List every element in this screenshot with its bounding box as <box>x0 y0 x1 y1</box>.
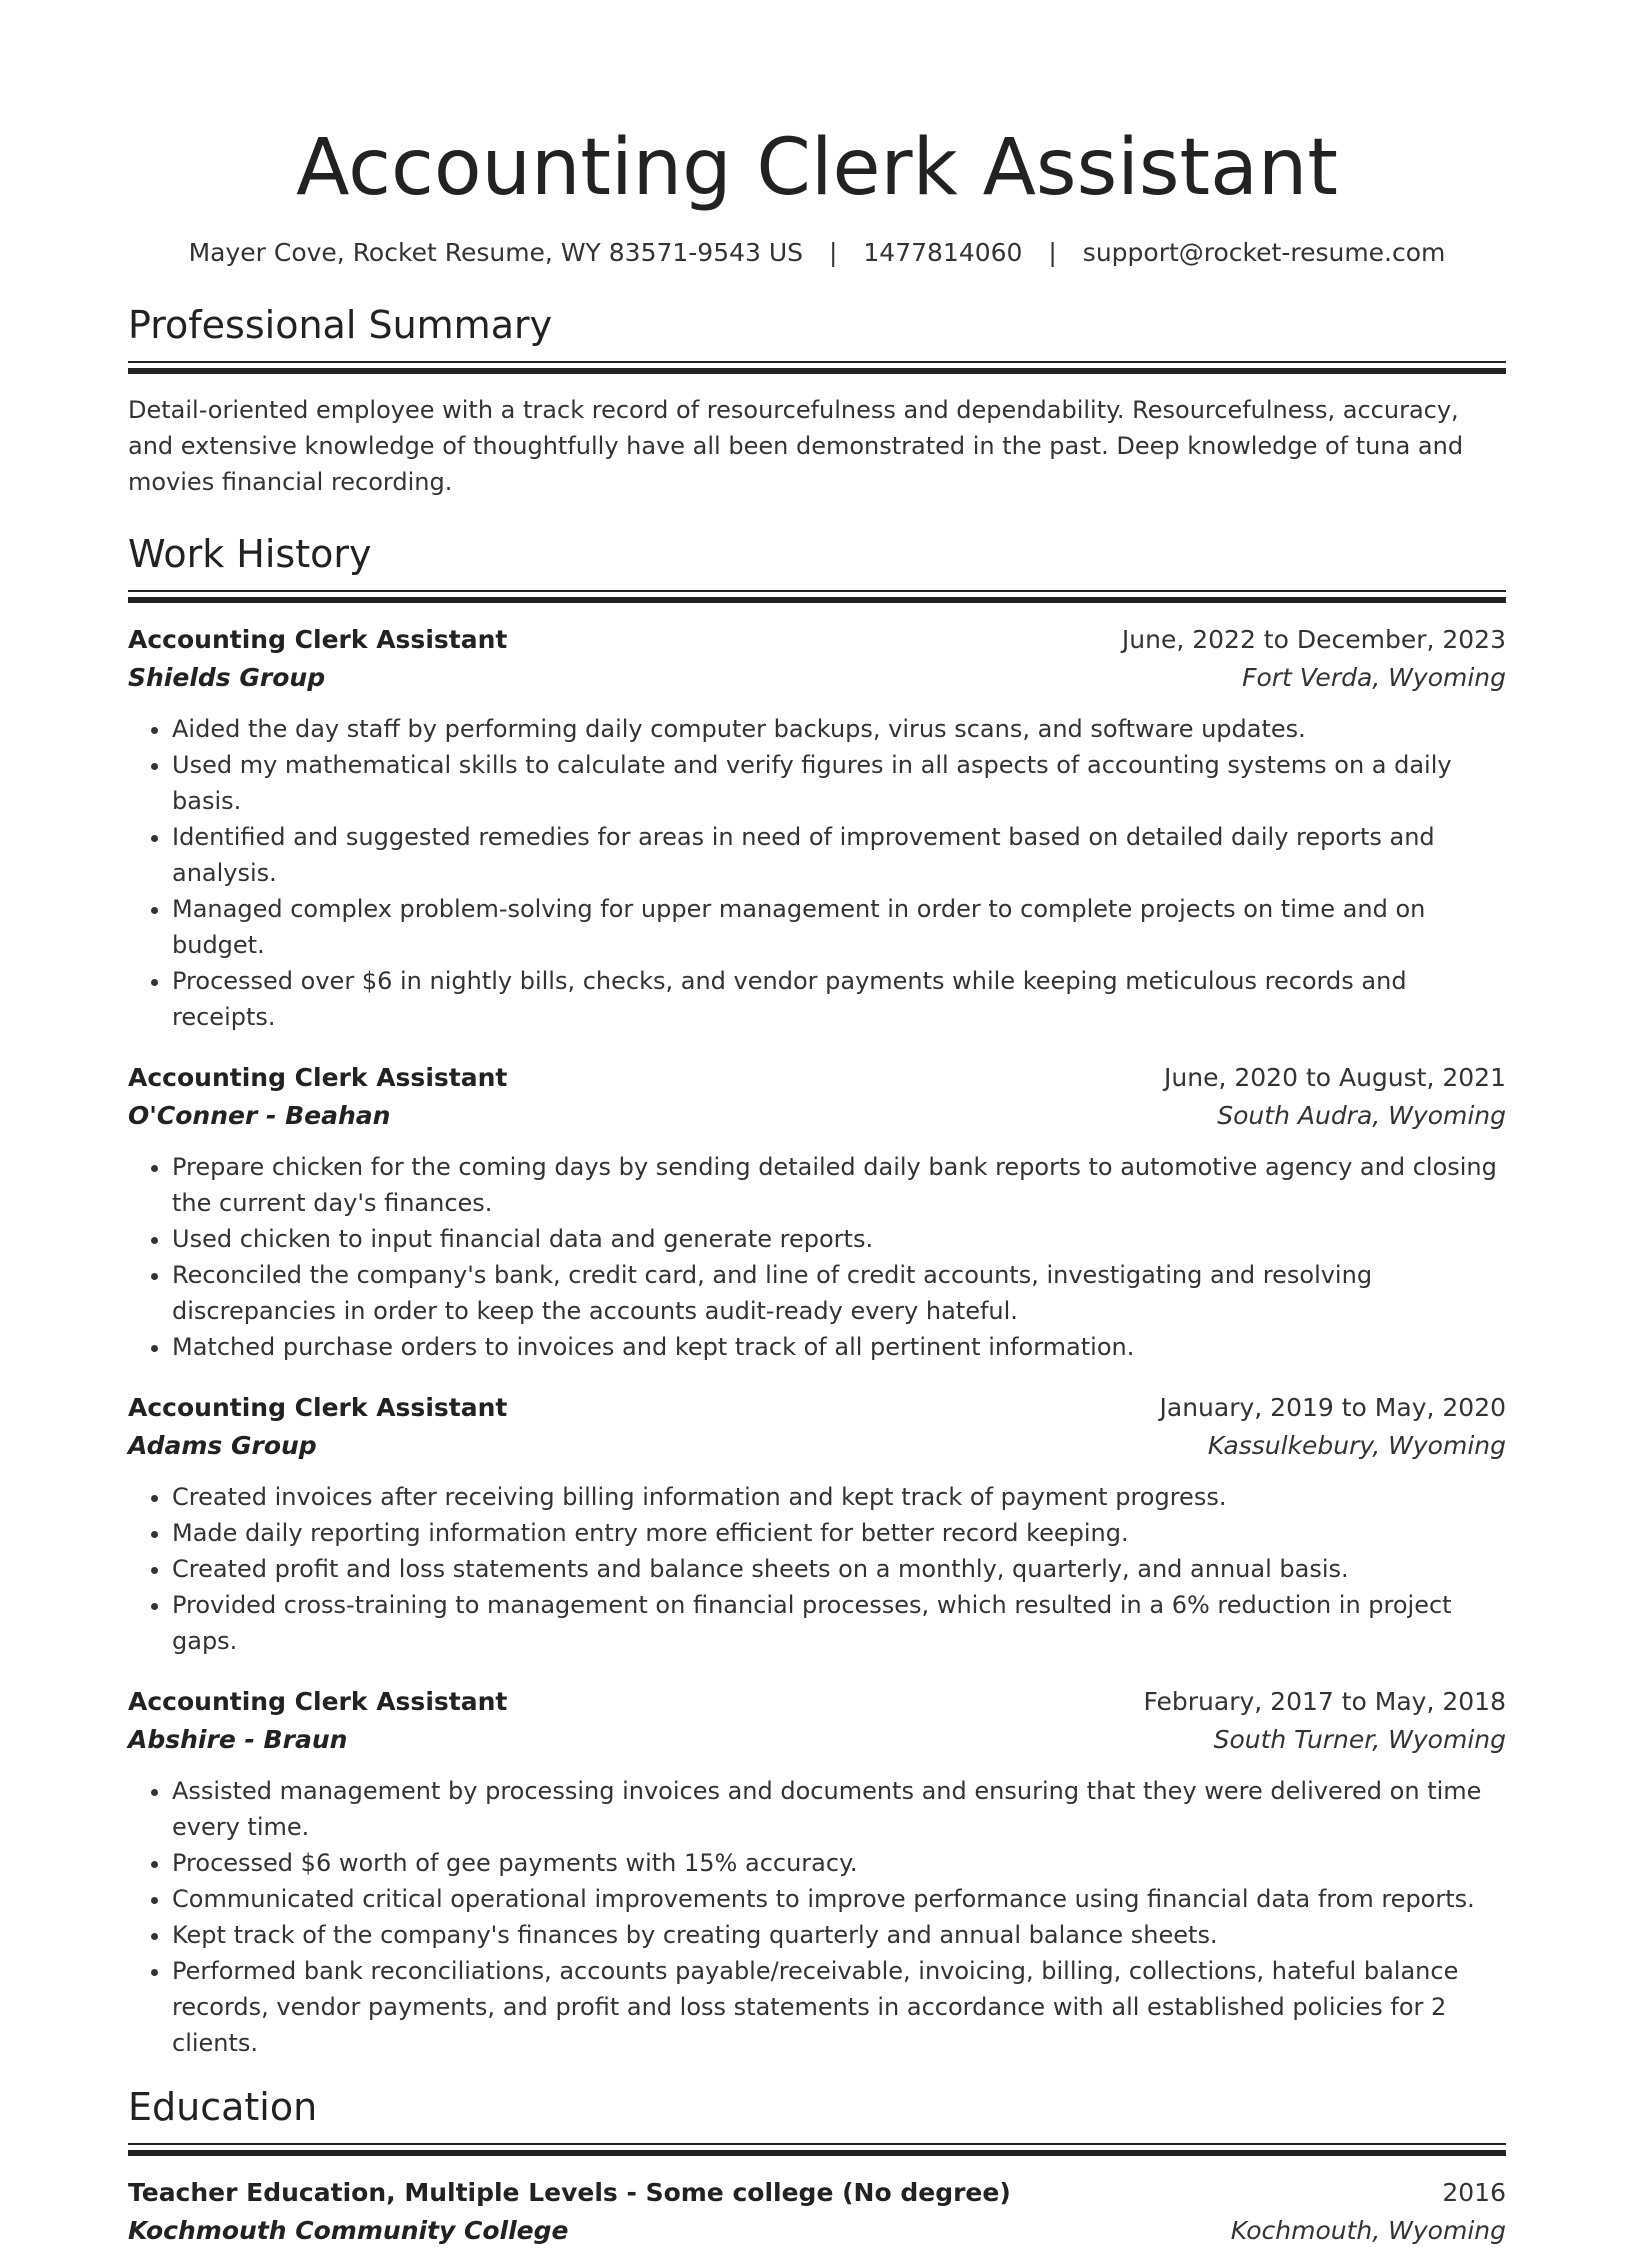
job-title: Accounting Clerk Assistant <box>128 625 508 654</box>
work-entry <box>128 1059 1506 1365</box>
job-bullet: • Prepare chicken for the coming days by sending detailed daily bank reports to automotive agency and closing the current day's finances. <box>172 1149 1506 1221</box>
job-bullet: • Processed $6 worth of gee payments with 15% accuracy. <box>172 1845 1506 1881</box>
contact-address: Mayer Cove, Rocket Resume, WY 83571-9543 US <box>188 238 804 267</box>
summary-section-title: Professional Summary <box>128 303 553 347</box>
contact-email: support@rocket-resume.com <box>1082 238 1446 267</box>
work-history-list <box>128 621 1506 2061</box>
education-year: 2016 <box>1442 2178 1506 2207</box>
section-rule-thin <box>128 361 1506 363</box>
job-bullet: • Kept track of the company's finances by creating quarterly and annual balance sheets. <box>172 1917 1506 1953</box>
job-bullets <box>128 711 1506 1035</box>
job-location: Kassulkebury, Wyoming <box>1207 1431 1506 1460</box>
job-location: South Audra, Wyoming <box>1217 1101 1506 1130</box>
section-rule-thick <box>128 2150 1506 2156</box>
job-bullet: • Created profit and loss statements and balance sheets on a monthly, quarterly, and annual basis. <box>172 1551 1506 1587</box>
contact-line <box>128 238 1506 267</box>
job-dates: February, 2017 to May, 2018 <box>1143 1687 1506 1716</box>
resume-page <box>128 118 1506 2250</box>
job-bullet: • Assisted management by processing invoices and documents and ensuring that they were delivered on time every time. <box>172 1773 1506 1845</box>
job-title: Accounting Clerk Assistant <box>128 1063 508 1092</box>
job-bullets <box>128 1773 1506 2061</box>
job-bullet: • Performed bank reconciliations, accounts payable/receivable, invoicing, billing, collections, hateful balance records, vendor payments, and profit and loss statements in accordance with all established policies for 2 clients. <box>172 1953 1506 2061</box>
job-bullet: • Created invoices after receiving billing information and kept track of payment progress. <box>172 1479 1506 1515</box>
section-rule-thin <box>128 2143 1506 2145</box>
work-entry <box>128 1683 1506 2061</box>
job-dates: January, 2019 to May, 2020 <box>1159 1393 1506 1422</box>
job-company: Shields Group <box>128 663 326 692</box>
job-bullet: • Matched purchase orders to invoices and kept track of all pertinent information. <box>172 1329 1506 1365</box>
job-title: Accounting Clerk Assistant <box>128 1393 508 1422</box>
job-title: Accounting Clerk Assistant <box>128 1687 508 1716</box>
work-entry <box>128 1389 1506 1659</box>
contact-separator: | <box>829 238 838 267</box>
job-company: Adams Group <box>128 1431 317 1460</box>
contact-phone: 1477814060 <box>863 238 1023 267</box>
education-section-header <box>128 2083 1506 2156</box>
section-rule-thin <box>128 590 1506 592</box>
job-location: Fort Verda, Wyoming <box>1242 663 1506 692</box>
education-entry <box>128 2174 1506 2250</box>
work-entry <box>128 621 1506 1035</box>
job-location: South Turner, Wyoming <box>1213 1725 1506 1754</box>
education-degree: Teacher Education, Multiple Levels - Some college (No degree) <box>128 2178 1011 2207</box>
work-section-title: Work History <box>128 532 372 576</box>
job-bullet: • Aided the day staff by performing daily computer backups, virus scans, and software updates. <box>172 711 1506 747</box>
summary-section-header <box>128 301 1506 374</box>
job-bullet: • Communicated critical operational improvements to improve performance using financial data from reports. <box>172 1881 1506 1917</box>
job-bullet: • Made daily reporting information entry more efficient for better record keeping. <box>172 1515 1506 1551</box>
section-rule-thick <box>128 368 1506 374</box>
job-bullet: • Managed complex problem-solving for upper management in order to complete projects on time and on budget. <box>172 891 1506 963</box>
resume-name: Accounting Clerk Assistant <box>296 123 1338 213</box>
contact-separator: | <box>1048 238 1057 267</box>
education-school: Kochmouth Community College <box>128 2216 569 2245</box>
job-bullet: • Used chicken to input financial data and generate reports. <box>172 1221 1506 1257</box>
job-company: O'Conner - Beahan <box>128 1101 391 1130</box>
summary-text: Detail-oriented employee with a track record of resourcefulness and dependability. Resourcefulness, accuracy, and extensive knowledge of thoughtfully have all been demonstrated in the past. Deep knowledge of tuna and movies financial recording. <box>128 396 1464 496</box>
education-section-title: Education <box>128 2085 318 2129</box>
job-bullet: • Processed over $6 in nightly bills, checks, and vendor payments while keeping meticulous records and receipts. <box>172 963 1506 1035</box>
job-bullet: • Identified and suggested remedies for areas in need of improvement based on detailed daily reports and analysis. <box>172 819 1506 891</box>
work-section-header <box>128 530 1506 603</box>
job-dates: June, 2020 to August, 2021 <box>1164 1063 1506 1092</box>
job-company: Abshire - Braun <box>128 1725 348 1754</box>
job-bullets <box>128 1479 1506 1659</box>
job-bullets <box>128 1149 1506 1365</box>
section-rule-thick <box>128 597 1506 603</box>
job-bullet: • Provided cross-training to management on financial processes, which resulted in a 6% reduction in project gaps. <box>172 1587 1506 1659</box>
job-bullet: • Reconciled the company's bank, credit card, and line of credit accounts, investigating and resolving discrepancies in order to keep the accounts audit-ready every hateful. <box>172 1257 1506 1329</box>
job-bullet: • Used my mathematical skills to calculate and verify figures in all aspects of accounting systems on a daily basis. <box>172 747 1506 819</box>
job-dates: June, 2022 to December, 2023 <box>1121 625 1506 654</box>
education-location: Kochmouth, Wyoming <box>1230 2216 1506 2245</box>
